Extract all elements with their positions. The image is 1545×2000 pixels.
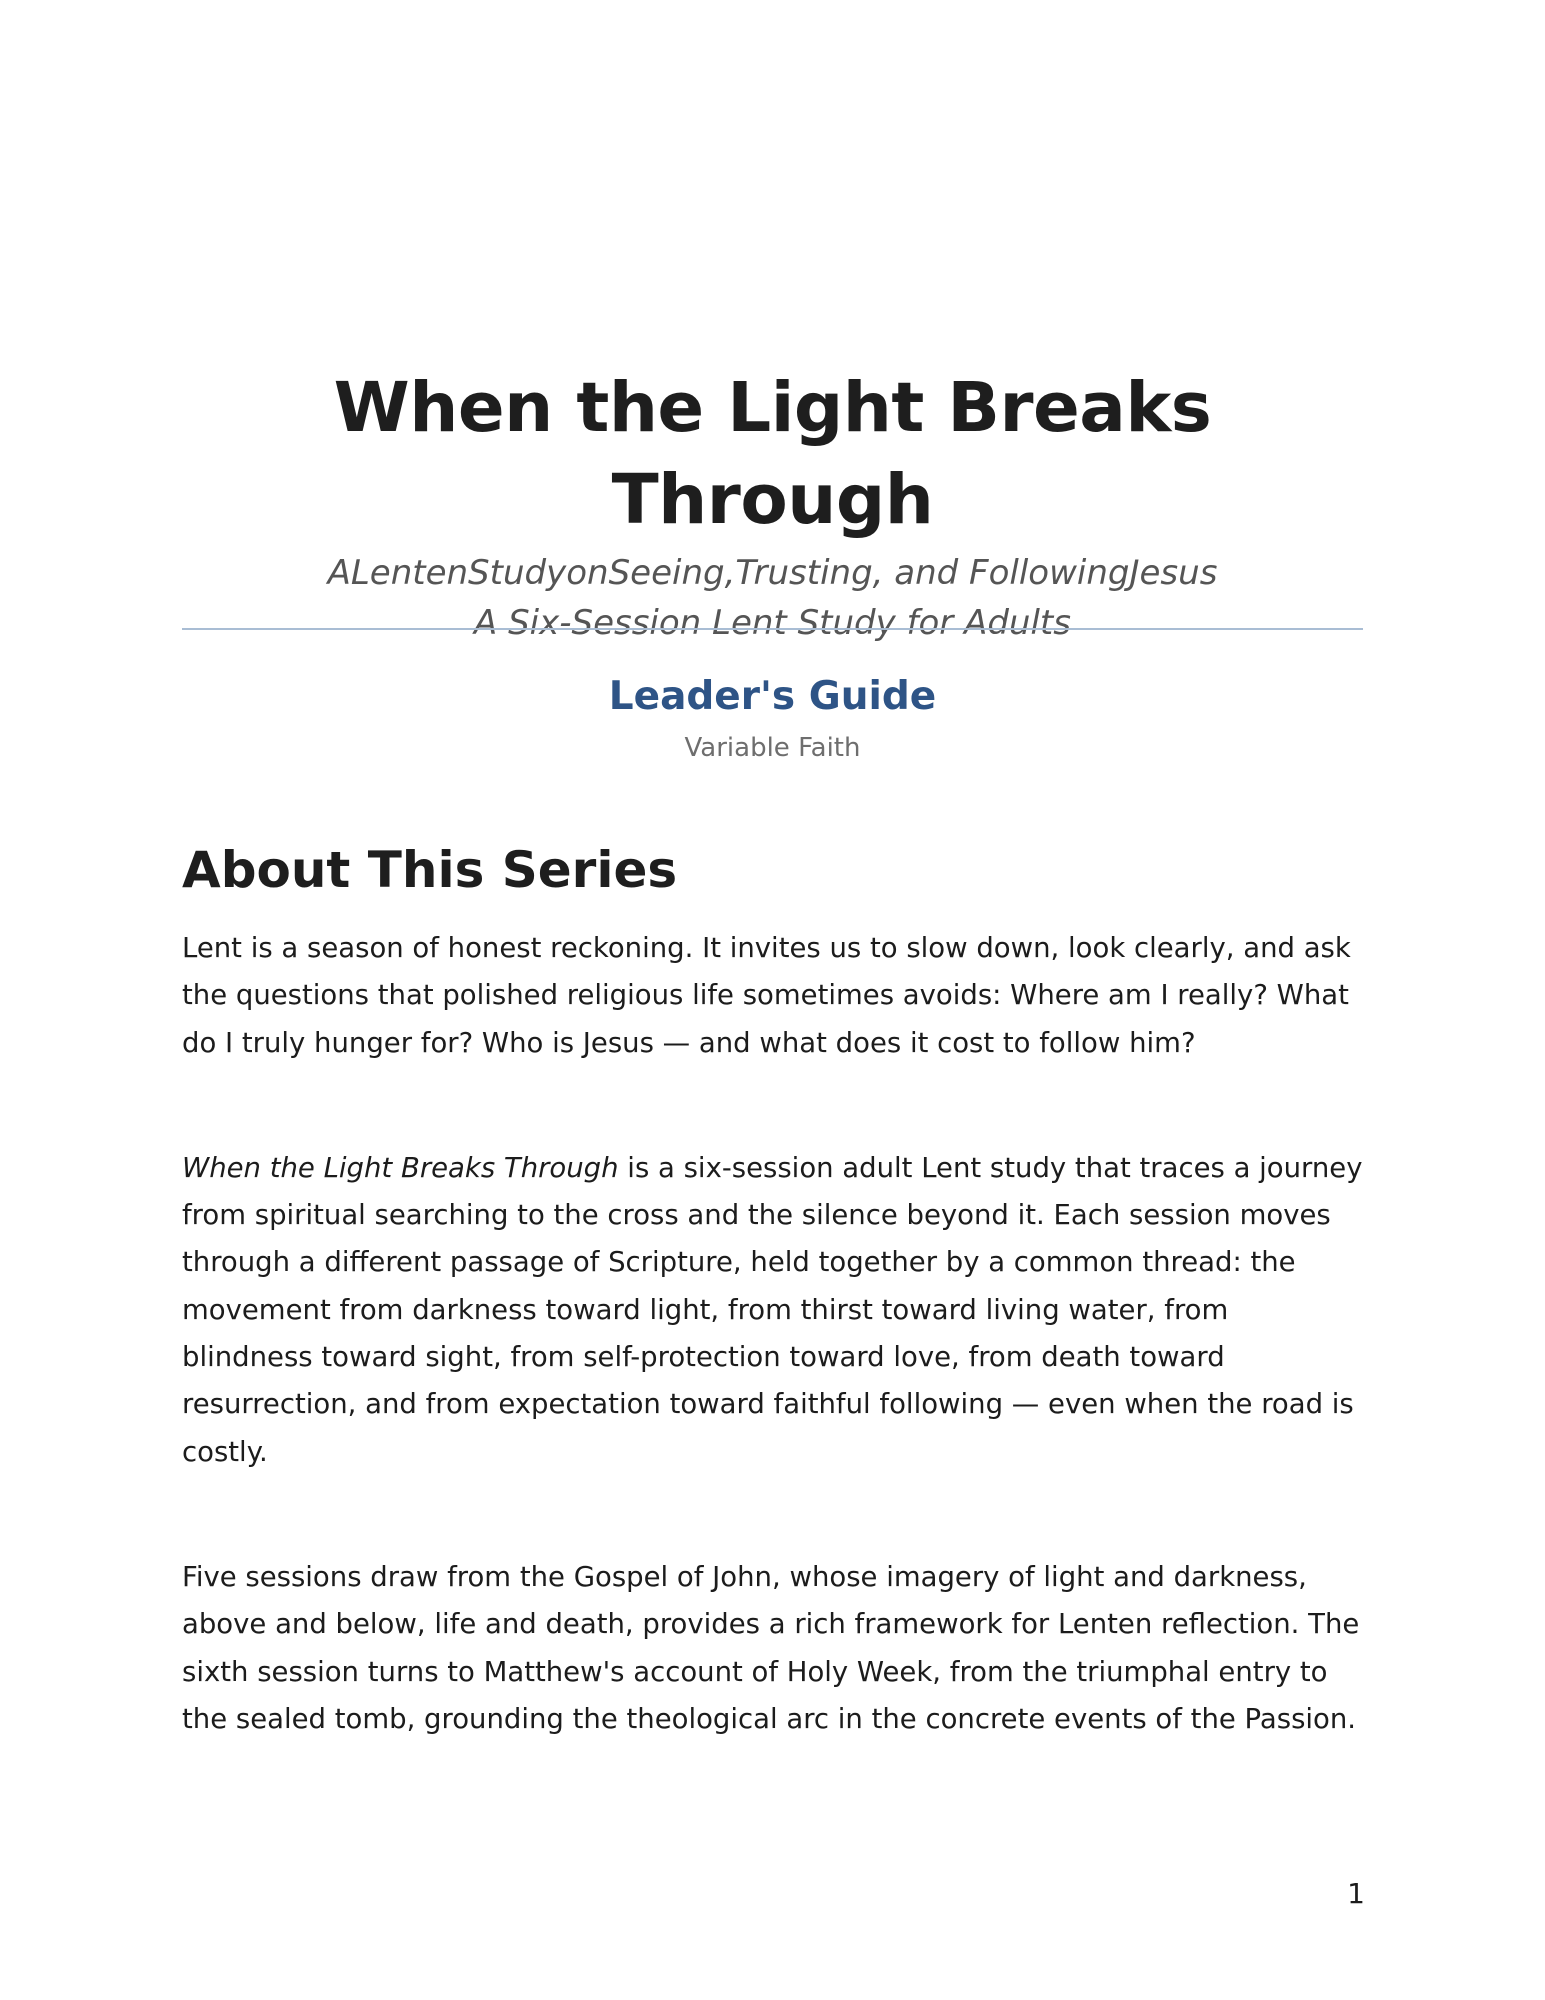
author-name: Variable Faith (684, 733, 861, 763)
about-section (182, 835, 1363, 1743)
title-block (182, 362, 1363, 648)
about-paragraph-2 (182, 1145, 1363, 1476)
guide-label: Leader's Guide (608, 674, 937, 719)
book-title-italic: When the Light Breaks Through (182, 1151, 619, 1184)
section-heading: About This Series (182, 841, 678, 899)
guide-block (182, 670, 1363, 766)
subtitle-line-2: A Six-Session Lent Study for Adults (474, 603, 1071, 643)
about-paragraph-2-text: is a six-session adult Lent study that traces a journey from spiritual searching to the cross and the silence beyond it. Each session moves through a different passage of Scripture, held together by a common thread: the movement from darkness toward light, from thirst toward living water, from blindness toward sight, from self-protection toward love, from death toward resurrection, and from expectation toward faithful following — even when the road is costly. (182, 1151, 1363, 1468)
page-number: 1 (1347, 1877, 1365, 1910)
about-paragraph-3: Five sessions draw from the Gospel of John, whose imagery of light and darkness, above and below, life and death, provides a rich framework for Lenten reflection. The sixth session turns to Matthew's account of Holy Week, from the triumphal entry to the sealed tomb, grounding the theological arc in the concrete events of the Passion. (182, 1560, 1360, 1735)
about-paragraph-1: Lent is a season of honest reckoning. It invites us to slow down, look clearly, and ask the questions that polished religious life sometimes avoids: Where am I really? What do I truly hunger for? Who is Jesus — and what does it cost to follow him? (182, 932, 1351, 1059)
horizontal-divider (182, 628, 1363, 630)
subtitle-line-1: ALentenStudyonSeeing,Trusting, and FollowingJesus (327, 553, 1218, 593)
document-title: When the Light Breaks Through (333, 368, 1212, 540)
